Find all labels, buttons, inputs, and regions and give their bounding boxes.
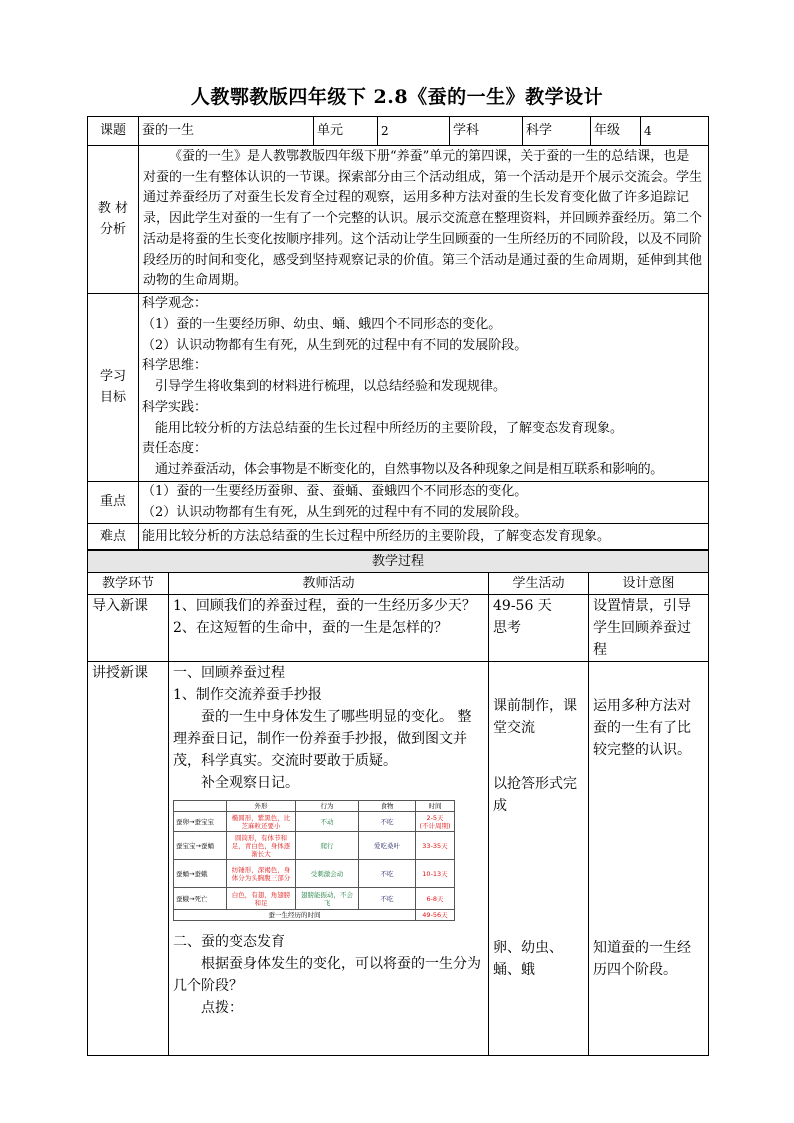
diary-header [174,801,227,812]
section-1-para: 蚕的一生中身体发生了哪些明显的变化。 整理养蚕日记，制作一份养蚕手抄报，做到图文并茂，科学真实。交流时要敢于质疑。 [173,709,472,769]
label-topic: 课题 [88,117,139,146]
key-content [139,482,709,524]
diary-header: 外形 [227,801,296,812]
header-stage: 教学环节 [88,573,169,595]
student-lecture-2: 以抢答形式完成 [493,776,577,814]
header-student: 学生活动 [489,573,589,595]
diary-behavior: 爬行 [296,832,359,860]
diary-time: 10-13天 [416,860,455,888]
goal-heading-practice: 科学实践： [142,399,208,415]
diary-header: 行为 [296,801,359,812]
student-lecture [489,662,589,1056]
value-topic: 蚕的一生 [139,117,314,146]
diary-food: 不吃 [359,860,416,888]
diary-total-value: 49-56天 [416,910,455,921]
teacher-intro [169,595,489,662]
diary-shape: 圆筒形，有体节和足，青白色，身体逐渐长大 [227,832,296,860]
diary-stage: 蚕蛾→死亡 [174,888,227,910]
process-banner: 教学过程 [88,551,709,573]
section-1-sub: 1、制作交流养蚕手抄报 [173,687,322,703]
diary-header: 食物 [359,801,416,812]
diary-total-label: 蚕一生经历的时间 [174,910,416,921]
info-table [87,116,709,550]
label-analysis: 教 材 分析 [88,146,139,294]
label-unit: 单元 [314,117,378,146]
label-goals: 学习 目标 [88,294,139,482]
teacher-lecture [169,662,489,1056]
header-teacher: 教师活动 [169,573,489,595]
diary-food: 不吃 [359,888,416,910]
process-table [87,550,709,1056]
key-line-2: （2）认识动物都有生有死，从生到死的过程中有不同的发展阶段。 [142,504,528,520]
goal-line-4: 能用比较分析的方法总结蚕的生长过程中所经历的主要阶段，了解变态发育现象。 [155,420,624,436]
page-title: 人教鄂教版四年级下 2.8《蚕的一生》教学设计 [190,86,604,108]
intent-intro: 设置情景，引导学生回顾养蚕过程 [589,595,709,662]
diary-time: 6-8天 [416,888,455,910]
diary-time: 33-35天 [416,832,455,860]
section-1-heading: 一、回顾养蚕过程 [173,665,285,681]
intent-lecture-2: 知道蚕的一生经历四个阶段。 [593,940,691,978]
label-grade: 年级 [591,117,641,146]
diary-header: 时间 [416,801,455,812]
diary-shape: 白色，有翅，角翅膀和足 [227,888,296,910]
student-lecture-3: 卵、幼虫、蛹、蛾 [493,940,563,978]
student-lecture-1: 课前制作，课堂交流 [493,698,577,736]
value-subject: 科学 [523,117,591,146]
intro-think: 思考 [493,620,521,636]
stage-lecture: 讲授新课 [88,662,169,1056]
value-grade: 4 [641,117,709,146]
goal-line-1: （1）蚕的一生要经历卵、幼虫、蛹、蛾四个不同形态的变化。 [142,317,502,333]
value-unit: 2 [378,117,450,146]
intro-days: 49-56 天 [493,598,552,614]
diary-food: 不吃 [359,812,416,832]
intent-lecture [589,662,709,1056]
observation-diary-table [173,800,455,921]
diary-behavior: 翅膀能振动，不会飞 [296,888,359,910]
diary-stage: 蚕蛹→蚕蛾 [174,860,227,888]
section-2-heading: 二、蚕的变态发育 [173,934,285,950]
section-1-diary: 补全观察日记。 [201,775,299,791]
diary-shape: 椭圆形，紫黑色，比芝麻粒还要小 [227,812,296,832]
diary-food: 爱吃桑叶 [359,832,416,860]
label-key: 重点 [88,482,139,524]
goal-line-3: 引导学生将收集到的材料进行梳理，以总结经验和发现规律。 [155,379,507,395]
diary-behavior: 受刺激会动 [296,860,359,888]
diary-shape: 纺锤形，深褐色，身体分为头胸腹三部分 [227,860,296,888]
stage-intro: 导入新课 [88,595,169,662]
diary-behavior: 不动 [296,812,359,832]
analysis-text: 《蚕的一生》是人教鄂教版四年级下册“养蚕”单元的第四课，关于蚕的一生的总结课，也是对蚕的一生有整体认识的一节课。探索部分由三个活动组成，第一个活动是开个展示交流会。学生通过养蚕经历了对蚕生长发育全过程的观察，运用多种方法对蚕的生长发育变化做了许多追踪记录，因此学生对蚕的一生有了一个完整的认识。展示交流意在整理资料，并回顾养蚕经历。第二个活动是将蚕的生长变化按顺序排列。这个活动让学生回顾蚕的一生所经历的不同阶段，以及不同阶段经历的时间和变化，感受到坚持观察记录的价值。第三个活动是通过蚕的生命周期，延伸到其他动物的生命周期。 [139,146,709,294]
goal-line-5: 通过养蚕活动，体会事物是不断变化的，自然事物以及各种现象之间是相互联系和影响的。 [155,461,664,477]
diary-stage: 蚕卵→蚕宝宝 [174,812,227,832]
diary-time: 2-5天 (不计周期) [416,812,455,832]
header-intent: 设计意图 [589,573,709,595]
difficulty-text: 能用比较分析的方法总结蚕的生长过程中所经历的主要阶段，了解变态发育现象。 [139,524,709,550]
section-2-hint: 点拨： [201,1000,243,1016]
goal-heading-thinking: 科学思维： [142,358,208,374]
label-subject: 学科 [450,117,523,146]
goal-heading-attitude: 责任态度： [142,441,208,457]
intro-line-1: 1、回顾我们的养蚕过程，蚕的一生经历多少天？ [173,598,476,614]
intent-lecture-1: 运用多种方法对蚕的一生有了比较完整的认识。 [593,698,691,758]
goal-line-2: （2）认识动物都有生有死，从生到死的过程中有不同的发展阶段。 [142,337,528,353]
intro-line-2: 2、在这短暂的生命中，蚕的一生是怎样的？ [173,620,448,636]
goals-content [139,294,709,482]
student-intro [489,595,589,662]
key-line-1: （1）蚕的一生要经历蚕卵、蚕、蚕蛹、蚕蛾四个不同形态的变化。 [142,484,528,499]
diary-stage: 蚕宝宝→蚕蛹 [174,832,227,860]
label-difficulty: 难点 [88,524,139,550]
section-2-question: 根据蚕身体发生的变化，可以将蚕的一生分为几个阶段？ [173,956,481,994]
goal-heading-concept: 科学观念： [142,296,208,312]
